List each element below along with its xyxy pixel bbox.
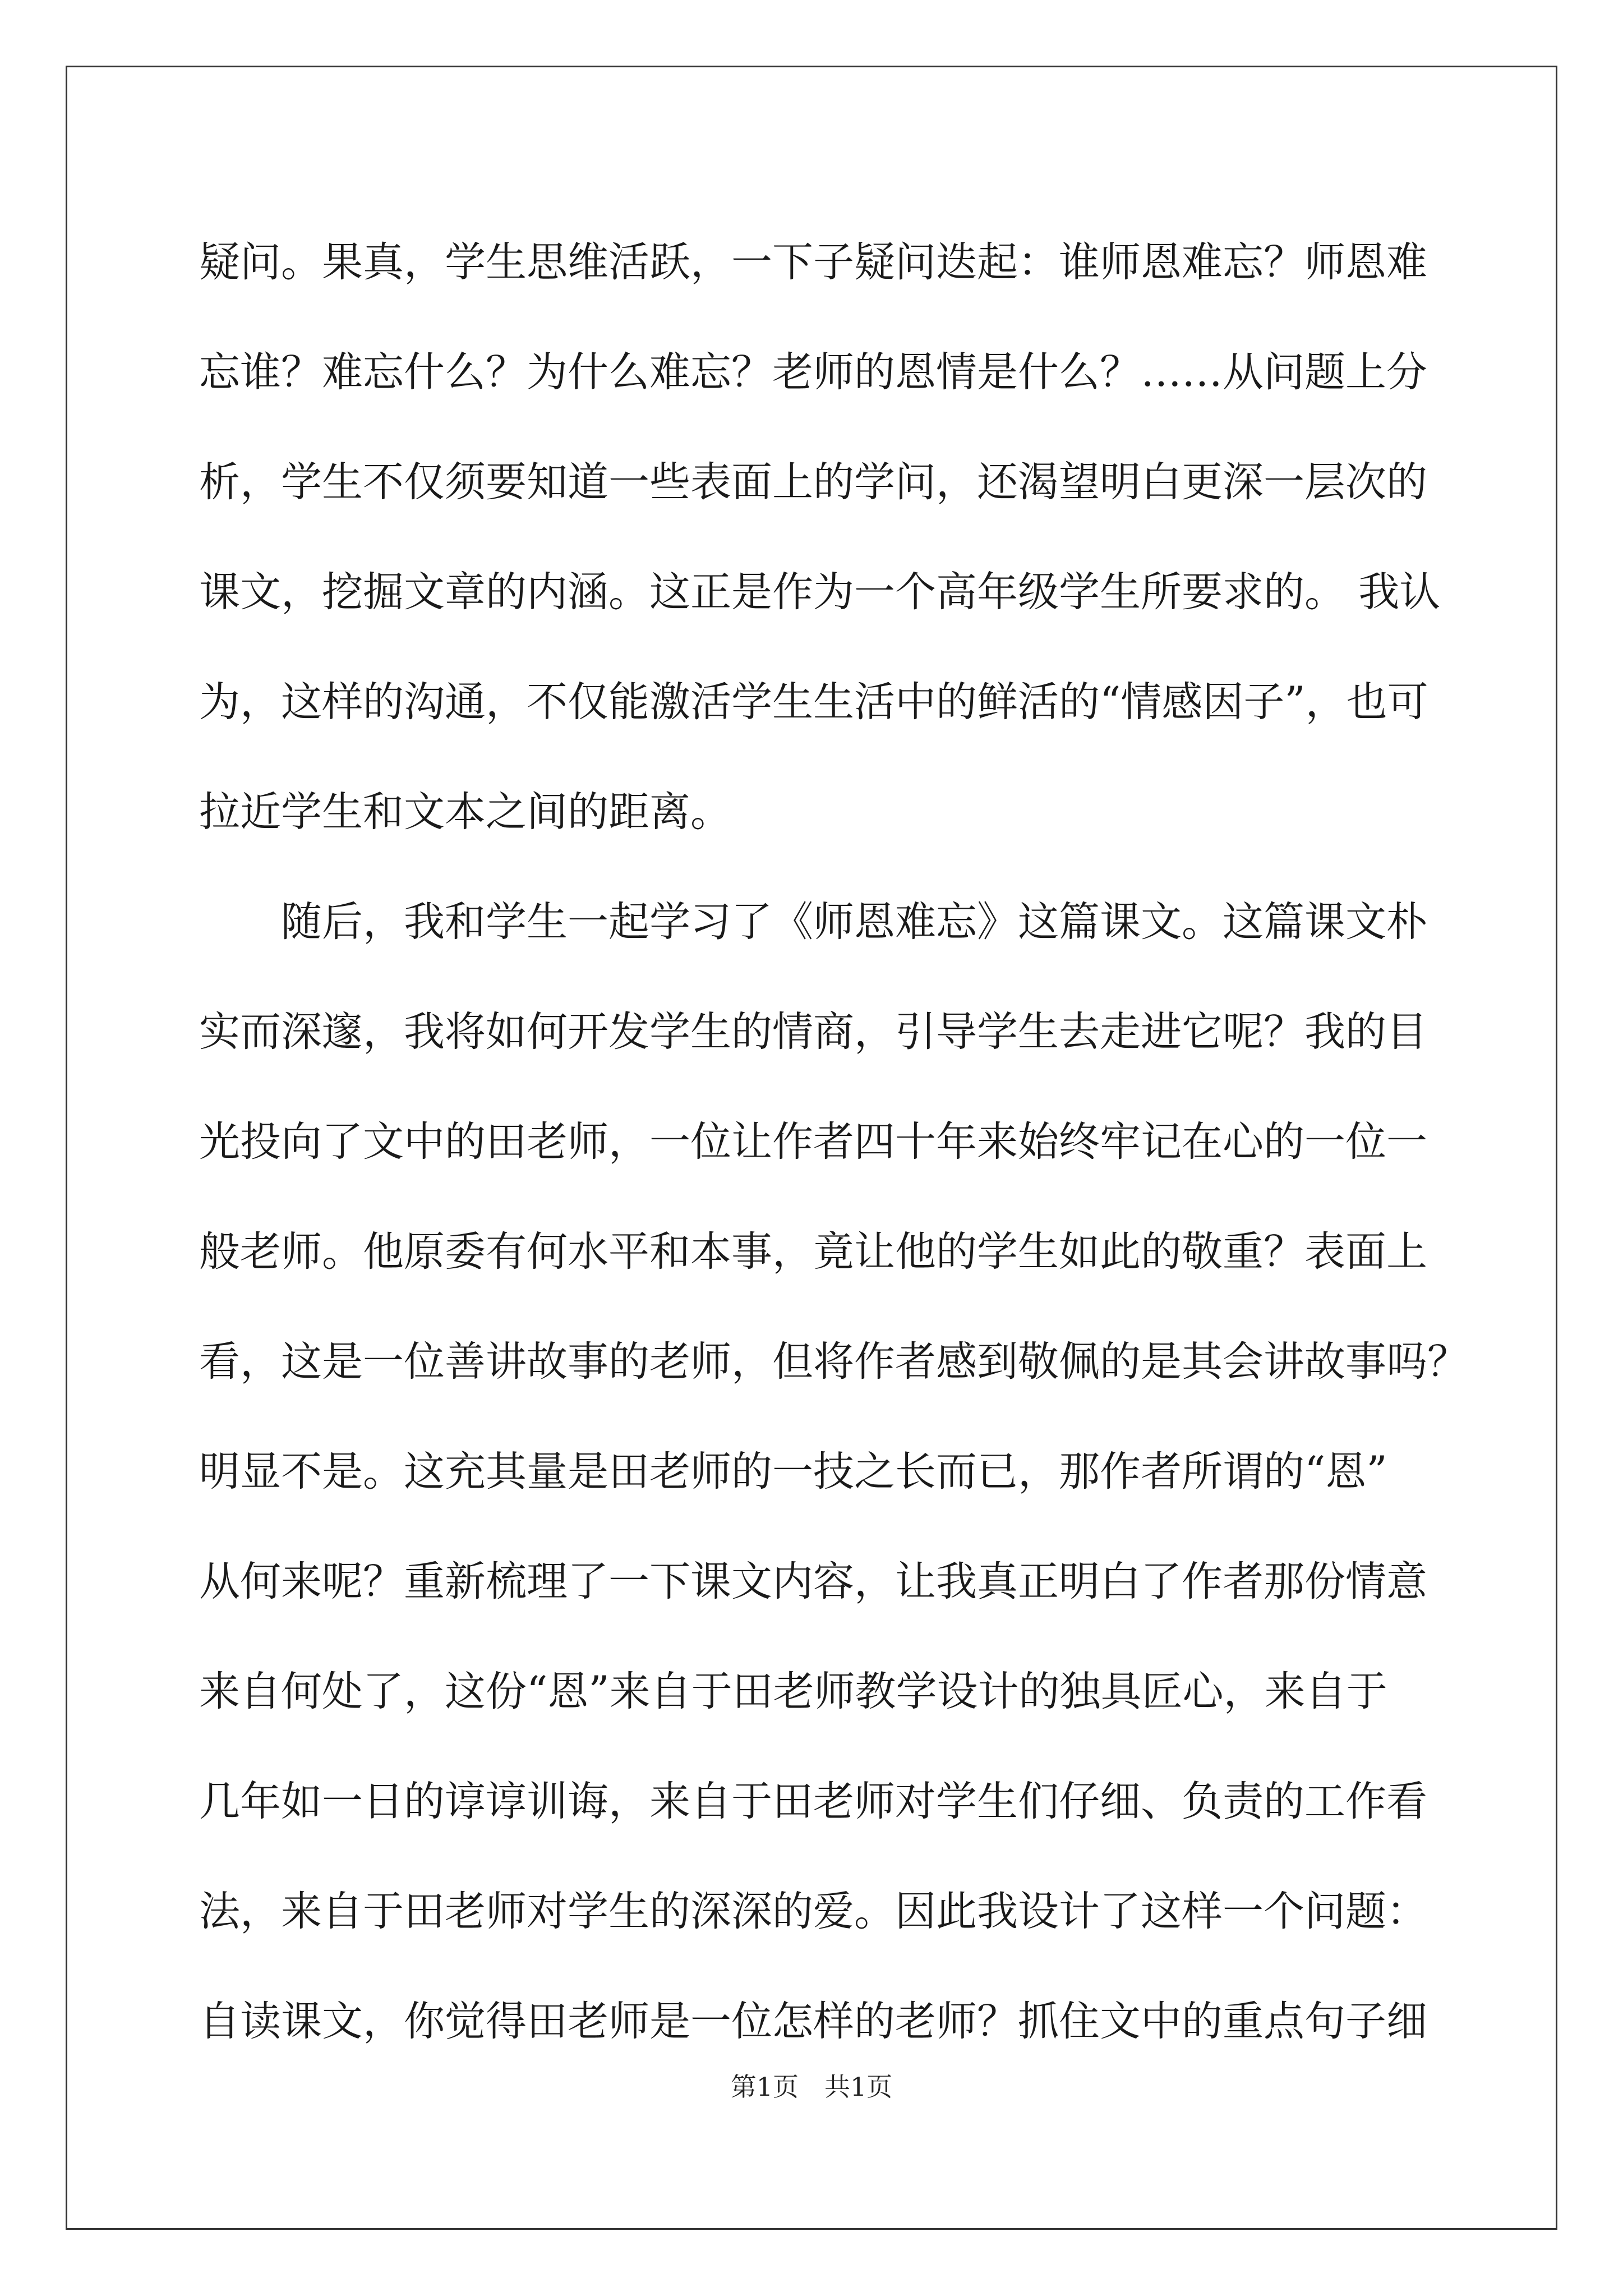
text-line: 自读课文，你觉得田老师是一位怎样的老师？抓住文中的重点句子细 <box>199 1998 1427 2045</box>
text-line: 从何来呢？重新梳理了一下课文内容，让我真正明白了作者那份情意 <box>199 1558 1427 1605</box>
text-line: 拉近学生和文本之间的距离。 <box>199 788 731 836</box>
text-line: 来自何处了，这份“恩”来自于田老师教学设计的独具匠心，来自于 <box>199 1668 1387 1715</box>
text-line: 法，来自于田老师对学生的深深的爱。因此我设计了这样一个问题： <box>199 1888 1427 1935</box>
text-line: 光投向了文中的田老师，一位让作者四十年来始终牢记在心的一位一 <box>199 1118 1427 1166</box>
text-line: 为，这样的沟通，不仅能激活学生生活中的鲜活的“情感因子”，也可 <box>199 678 1428 726</box>
text-line: 几年如一日的谆谆训诲，来自于田老师对学生们仔细、负责的工作看 <box>199 1778 1427 1825</box>
document-body <box>199 208 1468 2077</box>
text-line: 看，这是一位善讲故事的老师，但将作者感到敬佩的是其会讲故事吗？ <box>199 1338 1468 1386</box>
paragraph-start-line: 随后，我和学生一起学习了《师恩难忘》这篇课文。这篇课文朴 <box>281 898 1427 946</box>
text-line: 疑问。果真，学生思维活跃，一下子疑问迭起：谁师恩难忘？师恩难 <box>199 238 1427 286</box>
page-number-footer: 第1页 共1页 <box>730 2072 893 2102</box>
text-line: 般老师。他原委有何水平和本事，竟让他的学生如此的敬重？表面上 <box>199 1228 1427 1276</box>
text-line: 明显不是。这充其量是田老师的一技之长而已，那作者所谓的“恩” <box>199 1448 1387 1496</box>
text-line: 课文，挖掘文章的内涵。这正是作为一个高年级学生所要求的。 我认 <box>199 568 1441 616</box>
text-line: 析，学生不仅须要知道一些表面上的学问，还渴望明白更深一层次的 <box>199 458 1427 506</box>
text-line: 忘谁？难忘什么？为什么难忘？老师的恩情是什么？……从问题上分 <box>199 348 1427 396</box>
text-line: 实而深邃，我将如何开发学生的情商，引导学生去走进它呢？我的目 <box>199 1008 1427 1056</box>
